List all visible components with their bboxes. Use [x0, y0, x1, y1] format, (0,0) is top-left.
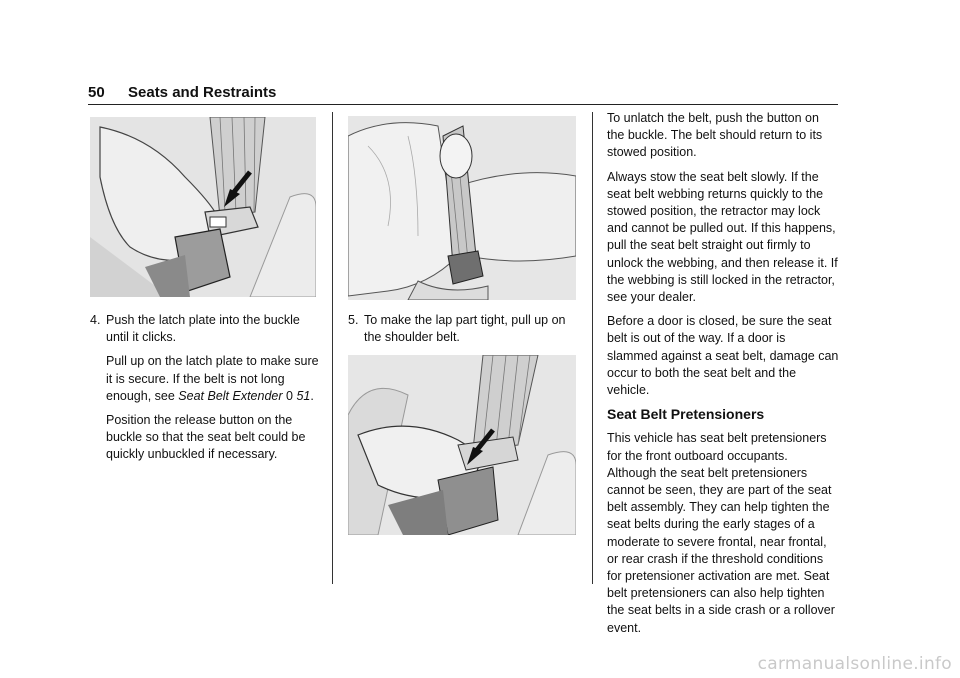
step-5-text: To make the lap part tight, pull up on the shoulder belt. — [364, 313, 566, 345]
shoulder-belt-pull-illustration — [348, 116, 576, 300]
release-button-illustration — [348, 355, 576, 535]
step-4-number: 4. — [90, 313, 101, 327]
stow-paragraph: Always stow the seat belt slowly. If the seat belt webbing returns quickly to the stowed position, the retractor may lock and cannot be pulled out. If this happens, pull the seat belt straight out firmly to unlock the webbing, and then release it. If the webbing is still locked in the retractor, see your dealer. — [607, 169, 838, 305]
column-divider-left — [332, 112, 333, 584]
seat-belt-extender-link[interactable]: Seat Belt Extender — [178, 388, 283, 403]
column-1-text — [90, 312, 320, 471]
latch-plate-illustration — [90, 117, 316, 297]
section-title: Seats and Restraints — [128, 84, 277, 101]
step-5-number: 5. — [348, 313, 359, 327]
step-4-text: Push the latch plate into the buckle until it clicks. — [106, 313, 300, 345]
pretensioners-paragraph: This vehicle has seat belt pretensioners for the front outboard occupants. Although the seat belt pretensioners cannot be seen, they are part of the seat belt assembly. They can help tighten the seat belts during the early stages of a moderate to severe frontal, near frontal, or rear crash if the threshold conditions for pretensioner activation are met. Seat belt pretensioners can also help tighten the seat belts in a side crash or a rollover event. — [607, 431, 835, 635]
watermark: carmanualsonline.info — [757, 654, 952, 674]
cross-reference-icon: 0 — [286, 388, 293, 403]
column-3-text — [607, 110, 839, 644]
cross-reference-page[interactable]: 51 — [296, 388, 311, 403]
header-rule — [88, 104, 838, 105]
release-button-paragraph: Position the release button on the buckle so that the seat belt could be quickly unbuckled if necessary. — [106, 413, 306, 462]
latch-check-paragraph: Pull up on the latch plate to make sure it is secure. If the belt is not long enough, see Seat Belt Extender 0 51. — [106, 354, 319, 403]
step-4 — [90, 312, 320, 346]
column-2-text — [348, 312, 578, 353]
step-5 — [348, 312, 578, 346]
pretensioners-heading: Seat Belt Pretensioners — [607, 406, 765, 423]
unlatch-paragraph: To unlatch the belt, push the button on the buckle. The belt should return to its stowed position. — [607, 111, 823, 160]
latch-check-text: Pull up on the latch plate to make sure it is secure. If the belt is not long enough, see — [106, 354, 319, 403]
page-header — [88, 84, 276, 101]
page-number: 50 — [88, 84, 105, 101]
column-divider-right — [592, 112, 593, 584]
door-paragraph: Before a door is closed, be sure the seat belt is out of the way. If a door is slammed against a seat belt, damage can occur to both the seat belt and the vehicle. — [607, 314, 839, 398]
